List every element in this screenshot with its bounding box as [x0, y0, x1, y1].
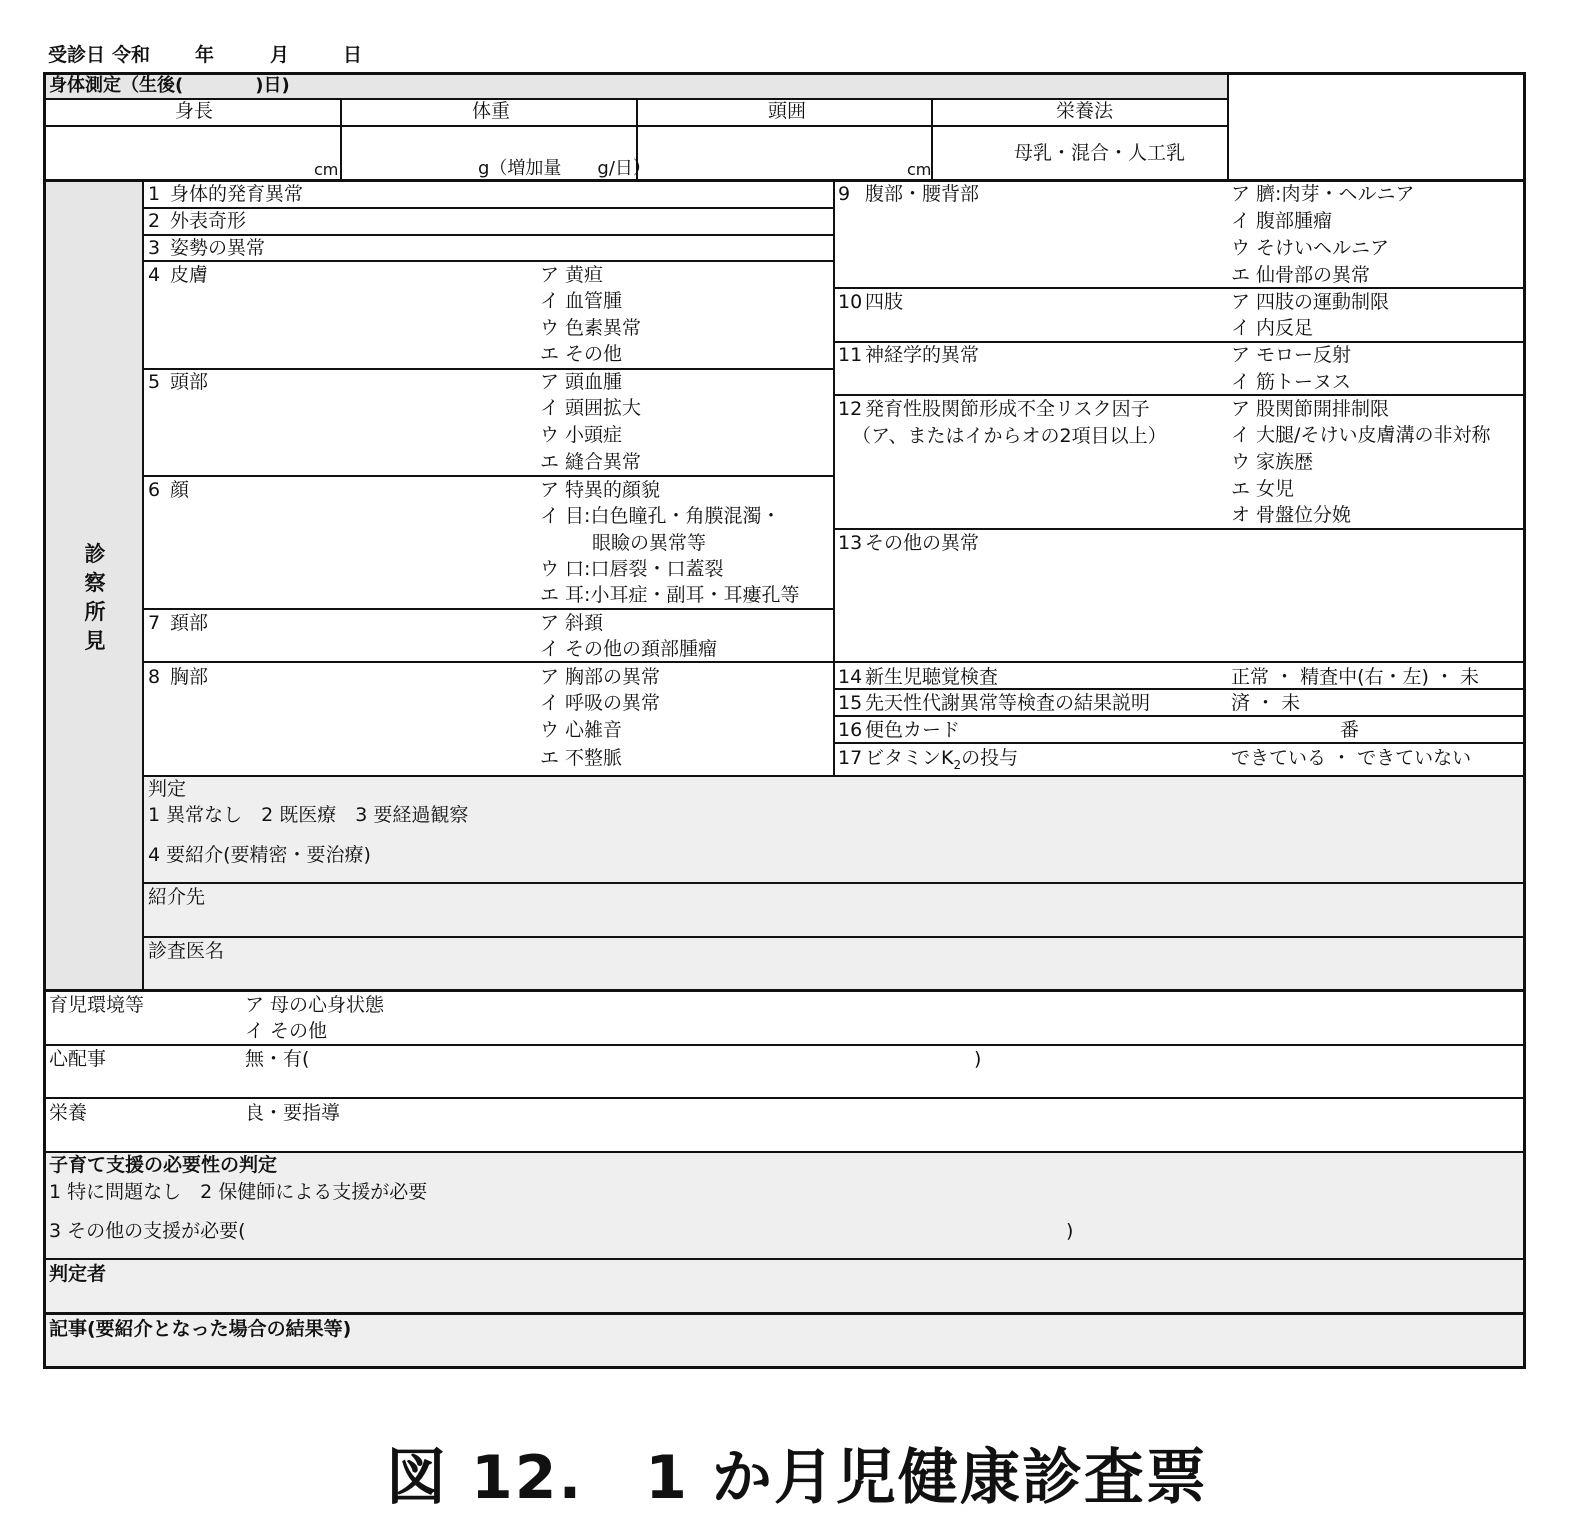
header-nutrition: 栄養法 — [1056, 100, 1114, 122]
judgment-label: 判定 — [148, 778, 187, 800]
item-name: 身体的発育異常 — [170, 183, 304, 205]
item-sub: イ 筋トーヌス — [1231, 371, 1352, 393]
item-name: 発育性股関節形成不全リスク因子 — [865, 398, 1150, 420]
rule — [833, 182, 835, 776]
header-height: 身長 — [175, 100, 214, 122]
item-sub: イ 内反足 — [1231, 317, 1314, 339]
item-sub: 眼瞼の異常等 — [592, 532, 707, 554]
visit-date-month: 月 — [270, 44, 290, 66]
item-note: （ア、またはイからオの2項目以上） — [852, 425, 1167, 447]
header-head: 頭囲 — [768, 100, 807, 122]
item-no: 11 — [838, 344, 863, 366]
worry-label: 心配事 — [49, 1048, 107, 1070]
judgment-line1: 1 異常なし 2 既医療 3 要経過観察 — [148, 804, 469, 826]
rule — [834, 341, 1524, 343]
exam-section-label: 診察所見 — [84, 542, 106, 653]
item-no: 1 — [148, 183, 161, 205]
item-sub: エ その他 — [540, 343, 623, 365]
weight-unit: g（増加量 g/日） — [478, 158, 651, 179]
doctor-label: 診査医名 — [148, 940, 225, 962]
item-sub: ア 臍:肉芽・ヘルニア — [1231, 183, 1415, 205]
item-no: 7 — [148, 612, 161, 634]
rule — [45, 1258, 1524, 1260]
item-sub: ア 頭血腫 — [540, 371, 623, 393]
rule — [45, 1151, 1524, 1153]
item-sub: ア モロー反射 — [1231, 344, 1352, 366]
figure-caption: 図 12. 1 か月児健康診査票 — [386, 1443, 1208, 1513]
item-sub: ア 股関節開排制限 — [1231, 398, 1390, 420]
item-name: 外表奇形 — [170, 210, 247, 232]
visit-date-year: 年 — [195, 44, 215, 66]
item-no: 3 — [148, 237, 161, 259]
item-sub: イ 頭囲拡大 — [540, 397, 642, 419]
rule — [143, 368, 834, 370]
head-unit: cm — [907, 160, 932, 179]
rule — [143, 475, 834, 477]
item-no: 14 — [838, 666, 863, 688]
rule — [143, 234, 834, 236]
rule-thick — [45, 179, 1524, 182]
item-sub: エ 仙骨部の異常 — [1231, 264, 1371, 286]
item-sub: エ 不整脈 — [540, 747, 623, 769]
item-name — [865, 749, 1018, 771]
rule — [834, 715, 1524, 717]
item-sub: イ 目:白色瞳孔・角膜混濁・ — [540, 505, 781, 527]
worry-value: 無・有( — [245, 1048, 310, 1070]
item-sub: ア 特異的顔貌 — [540, 479, 661, 501]
nutrition-options: 母乳・混合・人工乳 — [1014, 142, 1186, 164]
rule — [834, 688, 1524, 690]
rule — [143, 936, 1524, 938]
item-name-subscript: 2 — [953, 757, 962, 772]
referral-label: 紹介先 — [148, 886, 206, 908]
rule — [143, 882, 1524, 884]
rule — [142, 182, 144, 991]
item-sub: オ 骨盤位分娩 — [1231, 504, 1352, 526]
item-name: 皮膚 — [170, 264, 209, 286]
item-value: 済 ・ 未 — [1231, 692, 1301, 714]
rule — [45, 1097, 1524, 1099]
rule-thick — [45, 1312, 1524, 1315]
rule — [143, 608, 834, 610]
rule — [143, 775, 1524, 777]
item-no: 6 — [148, 479, 161, 501]
item-no: 9 — [838, 183, 851, 205]
visit-date-label: 受診日 — [48, 44, 106, 66]
item-value: 正常 ・ 精査中(右・左) ・ 未 — [1231, 666, 1479, 688]
visit-date-era: 令和 — [112, 44, 151, 66]
rule — [834, 394, 1524, 396]
item-name: 姿勢の異常 — [170, 237, 266, 259]
rule — [45, 1044, 1524, 1046]
item-sub: エ 耳:小耳症・副耳・耳瘻孔等 — [540, 584, 800, 606]
item-name: 頭部 — [170, 371, 209, 393]
support-line2-close: ) — [1066, 1220, 1074, 1242]
item-no: 12 — [838, 398, 863, 420]
note-label: 記事(要紹介となった場合の結果等) — [49, 1318, 352, 1340]
item-no: 8 — [148, 666, 161, 688]
item-no: 17 — [838, 747, 863, 769]
item-sub: イ 大腿/そけい皮膚溝の非対称 — [1231, 424, 1491, 446]
item-name: 先天性代謝異常等検査の結果説明 — [865, 692, 1151, 714]
item-sub: ア 胸部の異常 — [540, 666, 661, 688]
rule — [143, 661, 834, 663]
rule — [834, 287, 1524, 289]
support-title: 子育て支援の必要性の判定 — [49, 1154, 278, 1176]
item-sub: イ その他の頚部腫瘤 — [540, 638, 718, 660]
item-no: 4 — [148, 264, 161, 286]
item-sub: イ 呼吸の異常 — [540, 692, 661, 714]
judge-label: 判定者 — [49, 1263, 107, 1285]
item-sub: ウ 色素異常 — [540, 317, 642, 339]
measurement-title: 身体測定（生後( )日) — [49, 75, 290, 96]
item-name-main: ビタミンK — [865, 747, 954, 769]
item-value: できている ・ できていない — [1231, 747, 1472, 769]
worry-close: ) — [974, 1048, 982, 1070]
item-no: 16 — [838, 719, 863, 741]
item-name: 神経学的異常 — [865, 344, 980, 366]
nutrition-label: 栄養 — [49, 1102, 88, 1124]
support-line1: 1 特に問題なし 2 保健師による支援が必要 — [49, 1181, 428, 1203]
rule — [834, 528, 1524, 530]
rule — [834, 742, 1524, 744]
item-name: 便色カード — [865, 719, 961, 741]
item-sub: ア 斜頚 — [540, 612, 604, 634]
item-no: 10 — [838, 291, 863, 313]
item-sub: ウ 心雑音 — [540, 719, 623, 741]
item-no: 15 — [838, 692, 863, 714]
visit-date-day: 日 — [343, 44, 363, 66]
item-sub: ウ そけいヘルニア — [1231, 237, 1390, 259]
item-name: 四肢 — [865, 291, 904, 313]
item-sub: エ 女児 — [1231, 478, 1295, 500]
item-name: 新生児聴覚検査 — [865, 666, 999, 688]
item-name: 腹部・腰背部 — [865, 183, 980, 205]
item-name: その他の異常 — [865, 532, 980, 554]
support-line2: 3 その他の支援が必要( — [49, 1220, 246, 1242]
item-name: 顔 — [170, 479, 190, 501]
item-value: 番 — [1340, 719, 1360, 741]
item-name: 頚部 — [170, 612, 209, 634]
item-sub: ウ 口:口唇裂・口蓋裂 — [540, 558, 724, 580]
item-sub: ウ 家族歴 — [1231, 451, 1314, 473]
environment-sub: ア 母の心身状態 — [245, 994, 385, 1016]
item-no: 5 — [148, 371, 161, 393]
item-sub: イ 腹部腫瘤 — [1231, 210, 1333, 232]
header-weight: 体重 — [472, 100, 511, 122]
rule — [143, 260, 834, 262]
rule-thick — [45, 989, 1524, 992]
item-sub: ウ 小頭症 — [540, 424, 623, 446]
item-name: 胸部 — [170, 666, 209, 688]
item-sub: エ 縫合異常 — [540, 451, 642, 473]
item-sub: ア 黄疸 — [540, 264, 604, 286]
item-sub: ア 四肢の運動制限 — [1231, 291, 1390, 313]
item-no: 2 — [148, 210, 161, 232]
height-unit: cm — [314, 160, 339, 179]
item-no: 13 — [838, 532, 863, 554]
judgment-line2: 4 要紹介(要精密・要治療) — [148, 844, 371, 866]
rule — [1227, 74, 1229, 180]
environment-sub: イ その他 — [245, 1020, 328, 1042]
item-sub: イ 血管腫 — [540, 290, 623, 312]
item-name-suffix: の投与 — [961, 747, 1019, 769]
rule — [143, 207, 834, 209]
rule — [834, 661, 1524, 663]
rule — [340, 99, 342, 180]
nutrition-value: 良・要指導 — [245, 1102, 341, 1124]
environment-label: 育児環境等 — [49, 994, 145, 1016]
